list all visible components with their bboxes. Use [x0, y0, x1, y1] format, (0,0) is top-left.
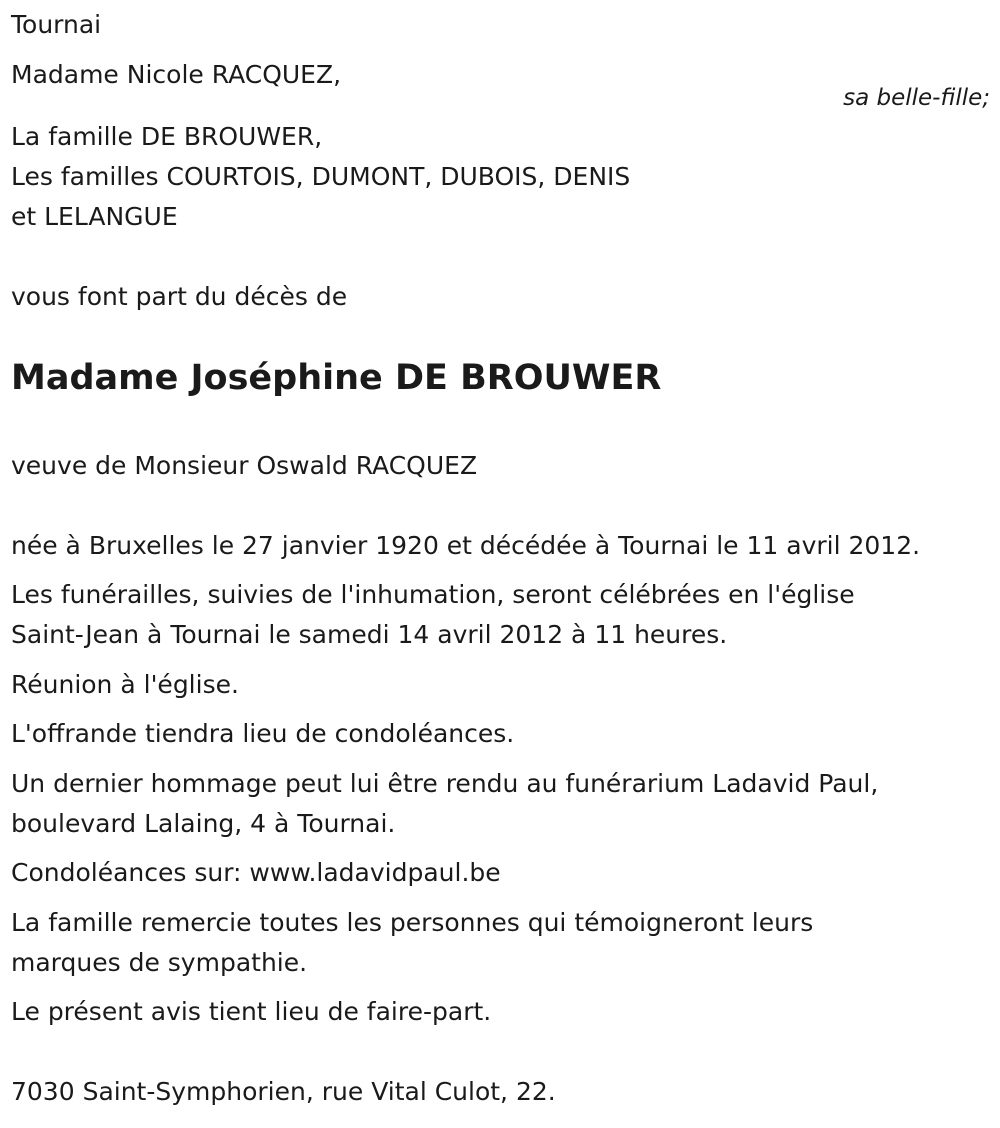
- tribute-text: Un dernier hommage peut lui être rendu au funérarium Ladavid Paul,: [11, 769, 879, 798]
- tribute-text: boulevard Lalaing, 4 à Tournai.: [11, 809, 396, 838]
- family-line: et LELANGUE: [11, 202, 178, 231]
- condolences-text: Condoléances sur: www.ladavidpaul.be: [11, 858, 501, 887]
- family-line: La famille DE BROUWER,: [11, 122, 323, 151]
- address-text: 7030 Saint-Symphorien, rue Vital Culot, 22.: [11, 1077, 556, 1106]
- deceased-name: Madame Joséphine DE BROUWER: [11, 358, 662, 398]
- widow-of-text: veuve de Monsieur Oswald RACQUEZ: [11, 451, 478, 480]
- birth-death-text: née à Bruxelles le 27 janvier 1920 et décédée à Tournai le 11 avril 2012.: [11, 531, 921, 560]
- thanks-text: La famille remercie toutes les personnes qui témoigneront leurs: [11, 908, 814, 937]
- family-line: Les familles COURTOIS, DUMONT, DUBOIS, DENIS: [11, 162, 631, 191]
- thanks-text: marques de sympathie.: [11, 948, 308, 977]
- daughter-in-law-name: Madame Nicole RACQUEZ,: [11, 60, 342, 89]
- announcement-text: vous font part du décès de: [11, 282, 348, 311]
- funeral-text: Les funérailles, suivies de l'inhumation, seront célébrées en l'église: [11, 580, 855, 609]
- notice-text: Le présent avis tient lieu de faire-part.: [11, 997, 492, 1026]
- city-heading: Tournai: [11, 10, 102, 39]
- meeting-text: Réunion à l'église.: [11, 670, 239, 699]
- offering-text: L'offrande tiendra lieu de condoléances.: [11, 719, 515, 748]
- relation-label: sa belle-fille;: [843, 85, 990, 111]
- funeral-text: Saint-Jean à Tournai le samedi 14 avril 2012 à 11 heures.: [11, 620, 728, 649]
